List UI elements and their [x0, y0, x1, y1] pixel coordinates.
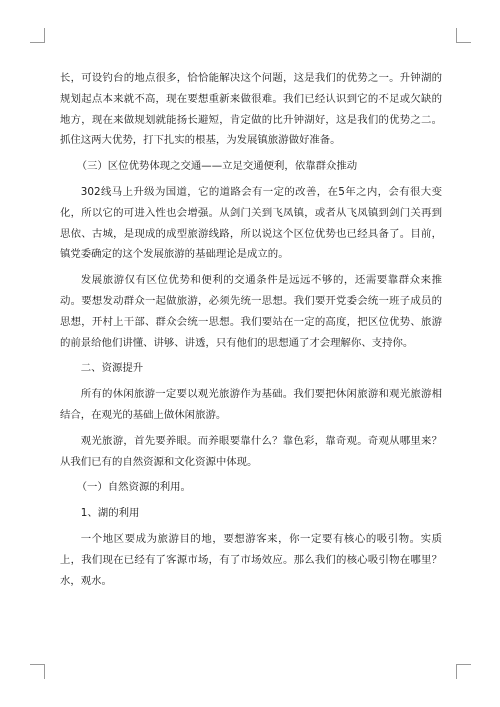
paragraph-route-302: 302线马上升级为国道，它的道路会有一定的改善，在5年之内，会有很大变化，所以它的可进入性也会增强。从剑门关到飞凤镇，或者从飞凤镇到剑门关再到思依、古城，是现成的成型旅游线路，所以说这个区位优势也已经具备了。目前，镇党委确定的这个发展旅游的基础理论是成立的。 — [60, 185, 442, 261]
paragraph-sightseeing-eyes: 观光旅游，首先要养眼。而养眼要靠什么？靠色彩，靠奇观。奇观从哪里来？从我们已有的自然资源和文化资源中体现。 — [60, 434, 442, 468]
paragraph-leisure-sightseeing: 所有的休闲旅游一定要以观光旅游作为基础。我们要把休闲旅游和观光旅游相结合，在观光的基础上做休闲旅游。 — [60, 388, 442, 421]
section-heading-resources: 二、资源提升 — [80, 362, 144, 375]
document-body — [60, 68, 442, 596]
crop-mark-bottom-right — [456, 664, 471, 679]
crop-mark-bottom-left — [30, 664, 45, 679]
section-heading-natural-resources: （一）自然资源的利用。 — [76, 481, 191, 494]
paragraph-mobilize-public: 发展旅游仅有区位优势和便利的交通条件是远远不够的，还需要靠群众来推动。要想发动群众一起做旅游，必须先统一思想。我们要开党委会统一班子成员的思想，开村上干部、群众会统一思想。我们要站在一定的高度，把区位优势、旅游的前景给他们讲懂、讲够、讲透，只有他们的思想通了才会理解你、支持你。 — [60, 274, 442, 349]
crop-mark-top-left — [30, 28, 45, 43]
crop-mark-top-right — [456, 28, 471, 43]
paragraph-advantages-summary: 长，可设钓台的地点很多，恰恰能解决这个问题，这是我们的优势之一。升钟湖的规划起点本来就不高，现在要想重新来做很难。我们已经认识到它的不足或欠缺的地方，现在来做规划就能扬长避短，肯定做的比升钟湖好，这是我们的优势之二。抓住这两大优势，打下扎实的根基，为发展镇旅游做好准备。 — [60, 72, 442, 147]
section-heading-transport: （三）区位优势体现之交通——立足交通便利，依靠群众推动 — [76, 160, 358, 173]
paragraph-core-attraction: 一个地区要成为旅游目的地，要想游客来，你一定要有核心的吸引物。实质上，我们现在已经有了客源市场，有了市场效应。那么我们的核心吸引物在哪里？水，观水。 — [60, 532, 442, 587]
section-heading-lake: 1、湖的利用 — [80, 507, 140, 520]
